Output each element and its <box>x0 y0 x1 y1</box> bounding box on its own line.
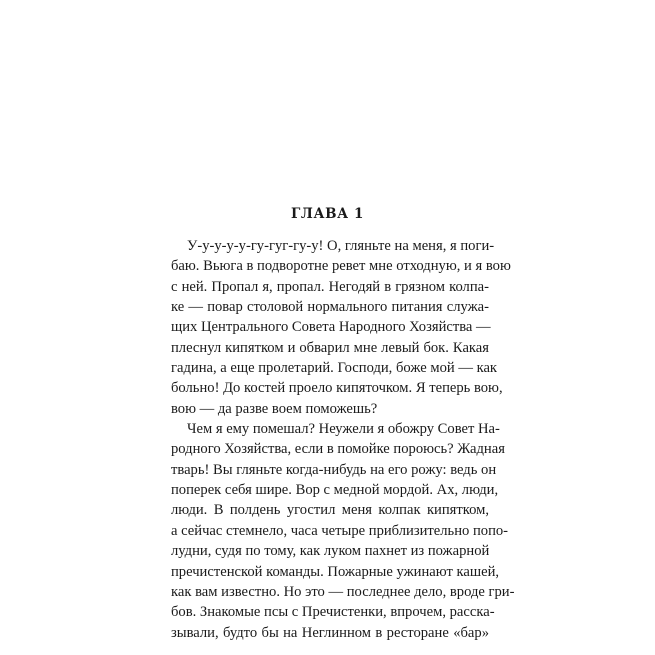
text-line: баю. Вьюга в подворотне ревет мне отходную, и я вою <box>171 258 511 275</box>
text-line: люди. В полдень угостил меня колпак кипятком, <box>171 502 489 519</box>
text-line: Чем я ему помешал? Неужели я обожру Совет На- <box>187 421 500 438</box>
text-line: как вам известно. Но это — последнее дело, вроде гри- <box>171 583 515 600</box>
text-line: родного Хозяйства, если в помойке пороюсь? Жадная <box>171 441 505 458</box>
text-line: больно! До костей проело кипяточком. Я теперь вою, <box>171 380 503 397</box>
text-line: ке — повар столовой нормального питания служа- <box>171 299 489 316</box>
text-line: а сейчас стемнело, часа четыре приблизительно попо- <box>171 522 509 539</box>
text-line: гадина, а еще пролетарий. Господи, боже мой — как <box>171 360 498 377</box>
text-line: поперек себя шире. Вор с медной мордой. Ах, люди, <box>171 482 499 499</box>
text-line: плеснул кипятком и обварил мне левый бок. Какая <box>171 339 489 356</box>
body-text <box>171 236 515 643</box>
chapter-title: ГЛАВА 1 <box>291 206 364 222</box>
text-line: пречистенской команды. Пожарные ужинают кашей, <box>171 563 500 580</box>
text-line: У-у-у-у-у-гу-гуг-гу-у! О, гляньте на меня, я поги- <box>187 238 495 254</box>
text-line: с ней. Пропал я, пропал. Негодяй в грязном колпа- <box>171 278 489 295</box>
text-line: вою — да разве воем поможешь? <box>171 400 378 417</box>
text-line: тварь! Вы гляньте когда-нибудь на его рожу: ведь он <box>171 461 497 478</box>
text-line: щих Центрального Совета Народного Хозяйства — <box>171 319 491 336</box>
text-line: лудни, судя по тому, как луком пахнет из пожарной <box>171 543 490 560</box>
text-line: зывали, будто бы на Неглинном в ресторане «бар» <box>171 624 489 641</box>
text-line: бов. Знакомые псы с Пречистенки, впрочем, расска- <box>171 604 495 621</box>
